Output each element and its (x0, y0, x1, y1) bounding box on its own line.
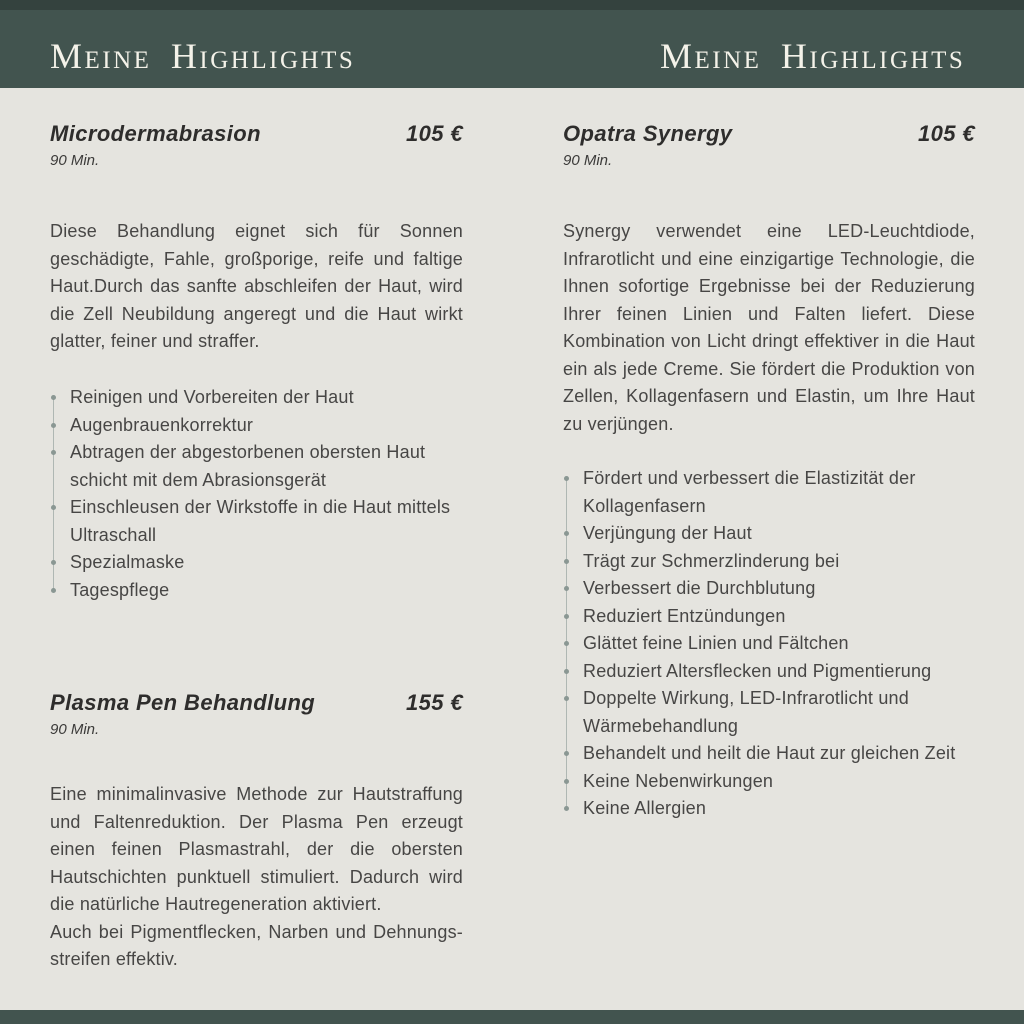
treatment-price: 105 € (917, 121, 975, 146)
list-item: Tagespflege (50, 577, 463, 605)
treatment-description (50, 781, 463, 974)
list-item: Keine Allergien (563, 795, 975, 823)
header-band (0, 0, 1024, 88)
treatment-benefits-list (563, 465, 975, 823)
title-price-row (563, 120, 975, 148)
list-item: Doppelte Wirkung, LED-Infrarotlicht und Wärmebehandlung (563, 685, 975, 740)
section-header-microdermabrasion (50, 120, 463, 170)
section-header-opatra-synergy (563, 120, 975, 170)
description-text: Eine minimalinvasive Methode zur Hautstraffung und Faltenreduktion. Der Plasma Pen erzeugt einen feinen Plasmastrahl, der die obersten Hautschichten punktuell stimuliert. Dadurch wird die natürliche Hautregeneration aktiviert. (50, 784, 463, 914)
header-title-left: Meine Highlights (50, 36, 356, 76)
treatment-title: Plasma Pen Behandlung (50, 690, 316, 715)
treatment-title: Microdermabrasion (50, 121, 261, 146)
list-item: Einschleusen der Wirkstoffe in die Haut mittels Ultraschall (50, 494, 463, 549)
list-item: Spezialmaske (50, 549, 463, 577)
treatment-steps-list (50, 384, 463, 604)
header-title-right: Meine Highlights (660, 36, 966, 76)
description-text-secondary: Auch bei Pigmentflecken, Narben und Dehnungs-streifen effektiv. (50, 921, 463, 969)
list-item: Trägt zur Schmerzlinderung bei (563, 548, 975, 576)
list-item: Glättet feine Linien und Fältchen (563, 630, 975, 658)
treatment-duration: 90 Min. (563, 152, 613, 169)
title-price-row (50, 120, 463, 148)
list-item: Augenbrauenkorrektur (50, 412, 463, 440)
footer-band (0, 1010, 1024, 1024)
treatment-price: 105 € (405, 121, 463, 146)
right-column (563, 88, 975, 1010)
treatment-title: Opatra Synergy (563, 121, 733, 146)
left-column (50, 88, 463, 1010)
treatment-duration: 90 Min. (50, 721, 100, 738)
list-item: Verjüngung der Haut (563, 520, 975, 548)
list-item: Reduziert Entzündungen (563, 603, 975, 631)
list-item: Verbessert die Durchblutung (563, 575, 975, 603)
list-item: Behandelt und heilt die Haut zur gleichen Zeit (563, 740, 975, 768)
list-item: Reduziert Altersflecken und Pigmentierung (563, 658, 975, 686)
list-item: Keine Nebenwirkungen (563, 768, 975, 796)
list-item: Fördert und verbessert die Elastizität der Kollagenfasern (563, 465, 975, 520)
treatment-description: Synergy verwendet eine LED-Leuchtdiode, Infrarotlicht und eine einzigartige Technologie, die Ihnen sofortige Ergebnisse bei der Reduzierung Ihrer feinen Linien und Falten liefert. Diese Kombination von Licht dringt effektiver in die Haut ein als jede Creme. Sie fördert die Produktion von Zellen, Kollagenfasern und Elastin, um Ihre Haut zu verjüngen. (563, 221, 975, 434)
section-header-plasma-pen (50, 689, 463, 739)
list-item: Abtragen der abgestorbenen obersten Haut schicht mit dem Abrasionsgerät (50, 439, 463, 494)
treatment-duration: 90 Min. (50, 152, 100, 169)
treatment-price: 155 € (405, 690, 463, 715)
title-price-row (50, 689, 463, 717)
treatment-description: Diese Behandlung eignet sich für Sonnen geschädigte, Fahle, großporige, reife und faltige Haut.Durch das sanfte abschleifen der Haut, wird die Zell Neubildung angeregt und die Haut wirkt glatter, feiner und straffer. (50, 221, 463, 351)
list-item: Reinigen und Vorbereiten der Haut (50, 384, 463, 412)
